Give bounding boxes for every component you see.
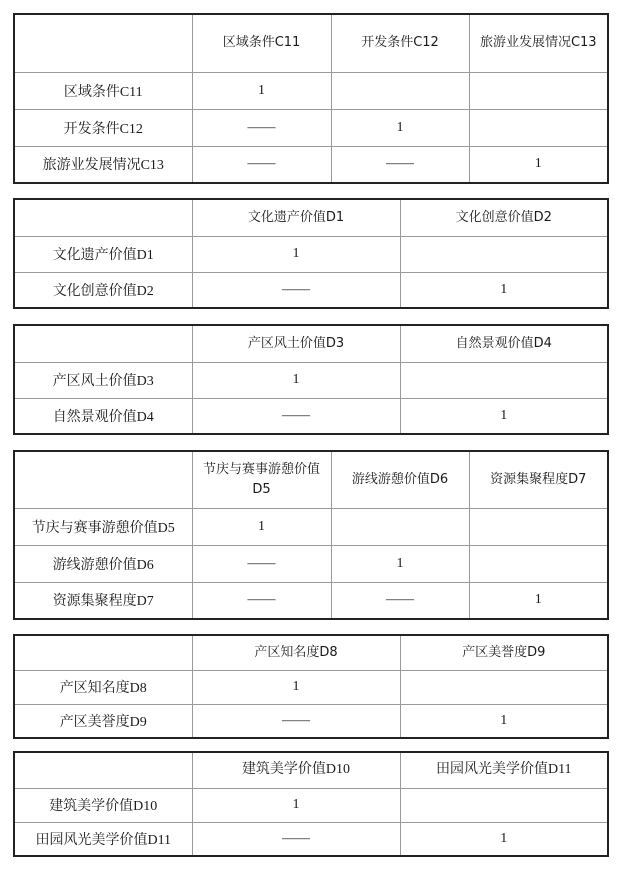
matrix-cell: 1 [400, 704, 608, 738]
matrix-cell [469, 72, 608, 109]
matrix-cell [400, 362, 608, 398]
row-label: 游线游憩价值D6 [14, 545, 192, 582]
column-header: 产区美誉度D9 [400, 635, 608, 670]
matrix-cell [469, 508, 608, 545]
matrix-cell: 1 [400, 398, 608, 434]
column-header: 产区风土价值D3 [192, 325, 400, 362]
row-label: 资源集聚程度D7 [14, 582, 192, 619]
table-row [14, 362, 608, 398]
row-label: 田园风光美学价值D11 [14, 822, 192, 856]
comparison-matrix-d8-d9 [13, 634, 609, 739]
matrix-cell: 1 [469, 146, 608, 183]
column-header: 产区知名度D8 [192, 635, 400, 670]
matrix-cell: —— [192, 272, 400, 308]
column-header: 自然景观价值D4 [400, 325, 608, 362]
matrix-cell [400, 670, 608, 704]
row-label: 文化创意价值D2 [14, 272, 192, 308]
corner-cell [14, 199, 192, 236]
column-header: 文化创意价值D2 [400, 199, 608, 236]
column-header: 建筑美学价值D10 [192, 752, 400, 788]
column-header: 文化遗产价值D1 [192, 199, 400, 236]
table-row [14, 545, 608, 582]
row-label: 文化遗产价值D1 [14, 236, 192, 272]
row-label: 产区风土价值D3 [14, 362, 192, 398]
header-row [14, 752, 608, 788]
corner-cell [14, 752, 192, 788]
matrix-cell [400, 236, 608, 272]
matrix-cell [400, 788, 608, 822]
matrix-cell [331, 72, 469, 109]
row-label: 开发条件C12 [14, 109, 192, 146]
column-header: 旅游业发展情况C13 [469, 14, 608, 72]
comparison-matrix-d5-d7 [13, 450, 609, 620]
table-row [14, 398, 608, 434]
column-header: 区域条件C11 [192, 14, 331, 72]
table-row [14, 236, 608, 272]
matrix-cell: 1 [469, 582, 608, 619]
header-row [14, 451, 608, 508]
matrix-cell: 1 [331, 545, 469, 582]
header-row [14, 199, 608, 236]
row-label: 自然景观价值D4 [14, 398, 192, 434]
header-row [14, 14, 608, 72]
row-label: 产区美誉度D9 [14, 704, 192, 738]
column-header: 资源集聚程度D7 [469, 451, 608, 508]
matrix-cell: 1 [192, 72, 331, 109]
table-row [14, 72, 608, 109]
matrix-cell [469, 109, 608, 146]
comparison-matrix-c11-c13 [13, 13, 609, 184]
column-header: 游线游憩价值D6 [331, 451, 469, 508]
matrix-cell: 1 [192, 670, 400, 704]
matrix-cell: —— [331, 582, 469, 619]
comparison-matrix-d3-d4 [13, 324, 609, 435]
matrix-cell [469, 545, 608, 582]
corner-cell [14, 635, 192, 670]
matrix-cell: —— [192, 704, 400, 738]
table-row [14, 670, 608, 704]
matrix-cell: 1 [331, 109, 469, 146]
matrix-cell: 1 [192, 788, 400, 822]
row-label: 建筑美学价值D10 [14, 788, 192, 822]
row-label: 旅游业发展情况C13 [14, 146, 192, 183]
matrix-cell: 1 [192, 508, 331, 545]
comparison-matrix-d10-d11 [13, 751, 609, 857]
table-row [14, 822, 608, 856]
table-row [14, 508, 608, 545]
matrix-cell [331, 508, 469, 545]
row-label: 区域条件C11 [14, 72, 192, 109]
matrix-cell: 1 [192, 236, 400, 272]
matrix-cell: 1 [400, 822, 608, 856]
header-row [14, 635, 608, 670]
matrix-cell: —— [192, 545, 331, 582]
matrix-cell: —— [192, 582, 331, 619]
corner-cell [14, 451, 192, 508]
table-row [14, 272, 608, 308]
column-header: 开发条件C12 [331, 14, 469, 72]
table-row [14, 704, 608, 738]
row-label: 产区知名度D8 [14, 670, 192, 704]
table-row [14, 582, 608, 619]
table-row [14, 788, 608, 822]
matrix-cell: —— [192, 109, 331, 146]
column-header: 田园风光美学价值D11 [400, 752, 608, 788]
matrix-cell: —— [192, 822, 400, 856]
corner-cell [14, 14, 192, 72]
matrix-cell: —— [192, 146, 331, 183]
table-row [14, 146, 608, 183]
matrix-cell: 1 [400, 272, 608, 308]
matrix-cell: —— [331, 146, 469, 183]
row-label: 节庆与赛事游憩价值D5 [14, 508, 192, 545]
corner-cell [14, 325, 192, 362]
matrix-cell: —— [192, 398, 400, 434]
matrix-cell: 1 [192, 362, 400, 398]
table-row [14, 109, 608, 146]
header-row [14, 325, 608, 362]
comparison-matrix-d1-d2 [13, 198, 609, 309]
column-header: 节庆与赛事游憩价值D5 [192, 451, 331, 508]
